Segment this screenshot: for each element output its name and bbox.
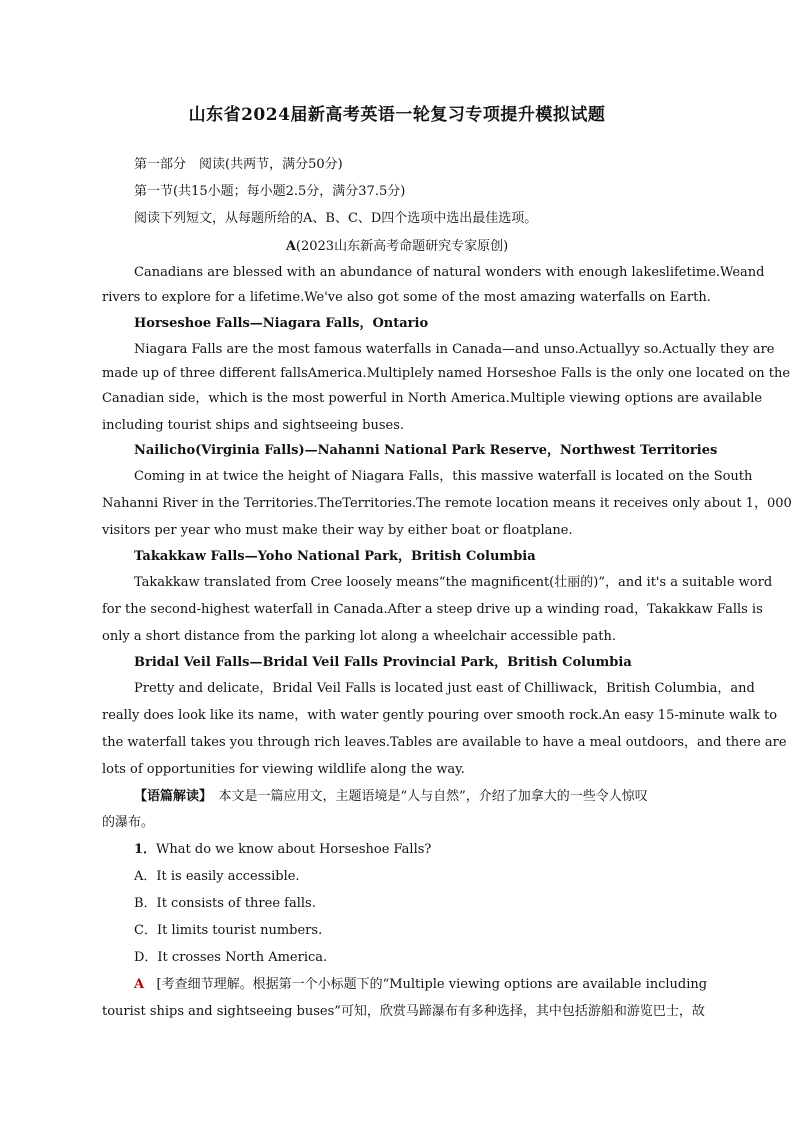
falls-heading: Takakkaw Falls—Yoho National Park，British Columbia [134, 549, 536, 564]
falls-text-line: made up of three different fallsAmerica.Multiplely named Horseshoe Falls is the only one located on the [102, 366, 791, 381]
option-c: C．It limits tourist numbers. [134, 923, 323, 938]
analysis-label: 【语篇解读】 [134, 789, 206, 804]
falls-text-line: for the second-highest waterfall in Canada.After a steep drive up a winding road，Takakkaw Falls is [102, 602, 763, 617]
falls-text-line: really does look like its name，with water gently pouring over smooth rock.An easy 15-minute walk to [102, 708, 778, 723]
analysis-line: 的瀑布。 [102, 815, 155, 830]
option-a: A．It is easily accessible. [134, 869, 300, 884]
page-title: 山东省2024届新高考英语一轮复习专项提升模拟试题 [188, 105, 606, 125]
analysis-line [134, 789, 692, 805]
falls-text-line: Niagara Falls are the most famous waterfalls in Canada—and unso.Actuallyy so.Actually they are [134, 342, 775, 357]
subsection-header: 第一节(共15小题；每小题2.5分，满分37.5分) [134, 184, 406, 199]
falls-heading: Bridal Veil Falls—Bridal Veil Falls Provincial Park，British Columbia [134, 655, 632, 670]
falls-text-line: Takakkaw translated from Cree loosely means“the magnificent(壮丽的)”，and it's a suitable word [134, 575, 773, 590]
answer-line: tourist ships and sightseeing buses”可知，欣赏马蹄瀑布有多种选择，其中包括游船和游览巴士，故 [102, 1004, 705, 1019]
falls-text-line: Canadian side，which is the most powerful in North America.Multiple viewing options are available [102, 391, 763, 406]
falls-text-line: visitors per year who must make their way by either boat or floatplane. [102, 523, 573, 538]
analysis-text: 本文是一篇应用文，主题语境是“人与自然”，介绍了加拿大的一些令人惊叹 [205, 789, 648, 804]
falls-text-line: including tourist ships and sightseeing buses. [102, 418, 405, 433]
answer-letter: A [134, 977, 145, 992]
instruction: 阅读下列短文，从每题所给的A、B、C、D四个选项中选出最佳选项。 [134, 211, 538, 226]
question-stem [134, 842, 692, 858]
falls-heading: Horseshoe Falls—Niagara Falls，Ontario [134, 316, 429, 331]
option-d: D．It crosses North America. [134, 950, 328, 965]
section-header: 第一部分 阅读(共两节，满分50分) [134, 157, 343, 172]
falls-text-line: Pretty and delicate，Bridal Veil Falls is located just east of Chilliwack，British Columbia，and [134, 681, 755, 696]
passage-source: (2023山东新高考命题研究专家原创) [295, 239, 509, 254]
falls-text-line: Coming in at twice the height of Niagara Falls，this massive waterfall is located on the South [134, 469, 753, 484]
falls-text-line: Nahanni River in the Territories.TheTerritories.The remote location means it receives only about 1，000 [102, 496, 792, 511]
falls-text-line: only a short distance from the parking lot along a wheelchair accessible path. [102, 629, 616, 644]
falls-text-line: lots of opportunities for viewing wildlife along the way. [102, 762, 465, 777]
intro-line: rivers to explore for a lifetime.We've also got some of the most amazing waterfalls on Earth. [102, 290, 711, 305]
option-b: B．It consists of three falls. [134, 896, 316, 911]
answer-text: [考查细节理解。根据第一个小标题下的“Multiple viewing options are available including [156, 977, 708, 992]
question-number: 1． [134, 842, 157, 857]
question-text: What do we know about Horseshoe Falls? [156, 842, 432, 857]
falls-heading: Nailicho(Virginia Falls)—Nahanni National Park Reserve，Northwest Territories [134, 443, 718, 458]
falls-text-line: the waterfall takes you through rich leaves.Tables are available to have a meal outdoors，and there are [102, 735, 787, 750]
answer-line [134, 977, 708, 993]
passage-label [102, 239, 692, 255]
intro-line: Canadians are blessed with an abundance of natural wonders with enough lakeslifetime.Weand [134, 265, 765, 280]
passage-letter: A [285, 239, 296, 254]
